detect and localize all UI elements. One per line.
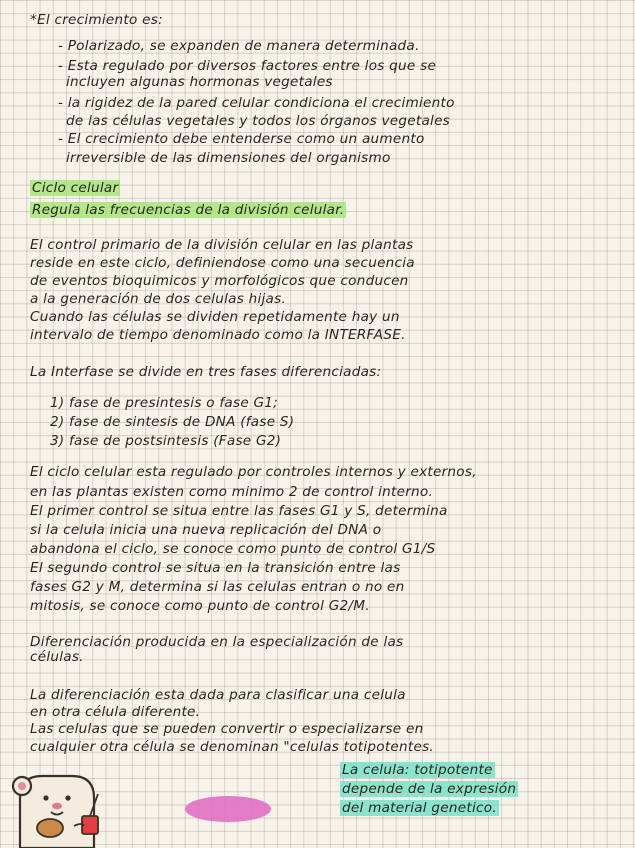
interfase-intro: La Interfase se divide en tres fases diferenciadas: (30, 364, 382, 380)
diff-heading: células. (30, 649, 84, 665)
note-line: Cuando las células se dividen repetidamente hay un (30, 309, 400, 325)
note-line: intervalo de tiempo denominado como la INTERFASE. (30, 327, 406, 343)
totipotent-note: depende de la expresión (342, 781, 517, 797)
note-line: - El crecimiento debe entenderse como un aumento (58, 131, 425, 147)
section-subtitle: Regula las frecuencias de la división celular. (32, 202, 345, 218)
note-line: irreversible de las dimensiones del organismo (66, 150, 391, 166)
totipotent-note: La celula: totipotente (342, 762, 493, 778)
note-line: abandona el ciclo, se conoce como punto de control G1/S (30, 541, 436, 557)
note-line: El segundo control se situa en la transición entre las (30, 560, 401, 576)
note-line: si la celula inicia una nueva replicación del DNA o (30, 522, 382, 538)
note-line: mitosis, se conoce como punto de control G2/M. (30, 598, 370, 614)
note-line: El ciclo celular esta regulado por controles internos y externos, (30, 464, 477, 480)
note-line: *El crecimiento es: (30, 12, 163, 28)
note-line: en otra célula diferente. (30, 704, 201, 720)
totipotent-note: del material genetico. (342, 800, 497, 816)
note-line: incluyen algunas hormonas vegetales (66, 74, 333, 90)
note-line: - Esta regulado por diversos factores entre los que se (58, 58, 437, 74)
note-line: La diferenciación esta dada para clasificar una celula (30, 687, 406, 703)
phase-item: 1) fase de presintesis o fase G1; (50, 395, 279, 411)
note-line: - la rigidez de la pared celular condiciona el crecimiento (58, 95, 455, 111)
phase-item: 2) fase de sintesis de DNA (fase S) (50, 414, 295, 430)
note-line: a la generación de dos celulas hijas. (30, 291, 287, 307)
note-line: reside en este ciclo, definiendose como una secuencia (30, 255, 415, 271)
phase-item: 3) fase de postsintesis (Fase G2) (50, 433, 282, 449)
note-line: en las plantas existen como minimo 2 de control interno. (30, 484, 434, 500)
note-line: de las células vegetales y todos los órganos vegetales (66, 113, 451, 129)
note-line: Las celulas que se pueden convertir o especializarse en (30, 721, 424, 737)
note-line: fases G2 y M, determina si las celulas entran o no en (30, 579, 405, 595)
pink-blob-decoration (185, 796, 271, 822)
bear-doodle-icon (2, 768, 120, 848)
note-line: - Polarizado, se expanden de manera determinada. (58, 38, 420, 54)
note-line: El control primario de la división celular en las plantas (30, 237, 414, 253)
diff-heading: Diferenciación producida en la especialización de las (30, 634, 404, 650)
note-line: de eventos bioquimicos y morfológicos que conducen (30, 273, 409, 289)
note-line: El primer control se situa entre las fases G1 y S, determina (30, 503, 448, 519)
note-line: cualquier otra célula se denominan "celulas totipotentes. (30, 739, 434, 755)
section-title: Ciclo celular (32, 180, 119, 196)
